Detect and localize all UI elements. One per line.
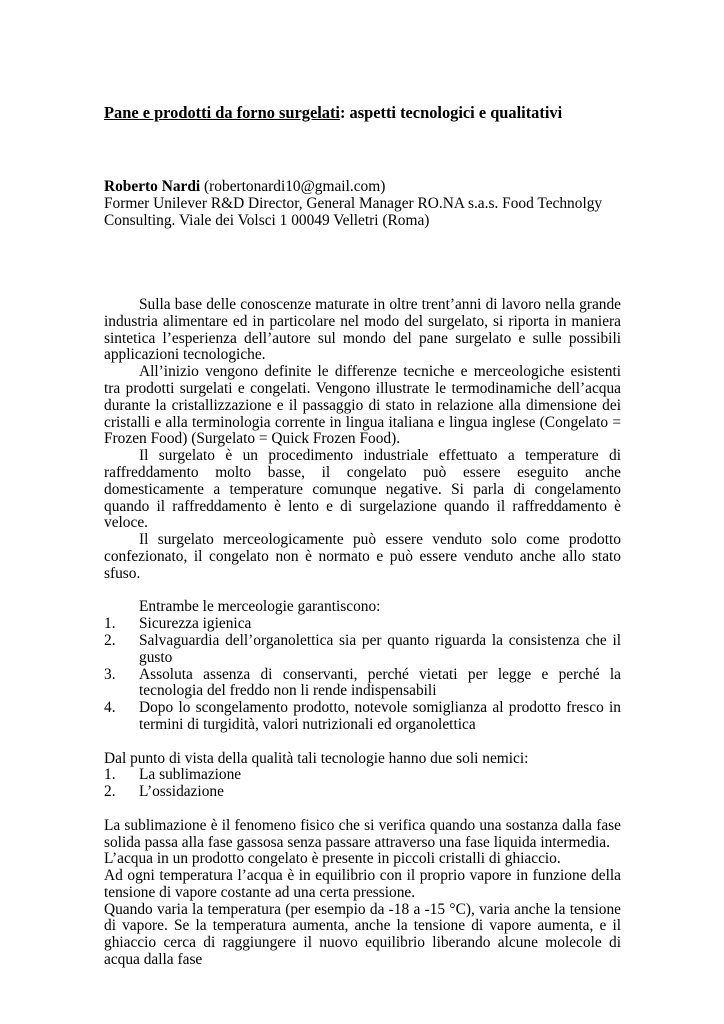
paragraph-ice-crystals: L’acqua in un prodotto congelato è presente in piccoli cristalli di ghiaccio. [104, 850, 561, 868]
list-item-text: Sicurezza igienica [139, 615, 252, 633]
paragraph-definitions: All’inizio vengono definite le differenze tecniche e merceologiche esistenti tra prodotti surgelati e congelati. Vengono illustrate le termodinamiche dell’acqua durante la cristallizzazione e il passaggio di stato in relazione alla dimensione dei cristalli e alla terminologia corrente in lingua italiana e lingua inglese (Congelato = Frozen Food) (Surgelato = Quick Frozen Food). [104, 363, 621, 448]
list-item-number: 1. [104, 766, 116, 784]
list-item [104, 616, 621, 633]
list-item-number: 1. [104, 615, 116, 633]
list-item [104, 700, 621, 734]
list-item-number: 3. [104, 665, 116, 683]
paragraph-enemies-intro: Dal punto di vista della qualità tali tecnologie hanno due soli nemici: [104, 749, 529, 767]
list-item-text: La sublimazione [139, 766, 242, 784]
author-line [104, 179, 621, 196]
list-item [104, 767, 621, 784]
paragraph-merceologia: Il surgelato merceologicamente può essere venduto solo come prodotto confezionato, il congelato non è normato e può essere venduto anche allo stato sfuso. [104, 531, 621, 582]
paragraph-temperature-variation: Quando varia la temperatura (per esempio da -18 a -15 °C), varia anche la tensione di vapore. Se la temperatura aumenta, anche la tensione di vapore aumenta, e il ghiaccio cerca di raggiungere il nuovo equilibrio liberando alcune molecole di acqua dalla fase [104, 900, 621, 969]
title-underlined-part: Pane e prodotti da forno surgelati [104, 103, 340, 122]
author-affiliation-line1: Former Unilever R&D Director, General Manager RO.NA s.a.s. Food Technolgy [104, 194, 603, 212]
list-item-text: L’ossidazione [139, 783, 224, 801]
list-item [104, 784, 621, 801]
list-item-text: Assoluta assenza di conservanti, perché vietati per legge e perché la tecnologia del freddo non li rende indispensabili [139, 665, 621, 700]
guarantees-list [104, 616, 621, 734]
document-title [104, 105, 634, 122]
list-item-number: 2. [104, 631, 116, 649]
paragraph-sublimazione: La sublimazione è il fenomeno fisico che si verifica quando una sostanza dalla fase solida passa alla fase gassosa senza passare attraverso una fase liquida intermedia. [104, 816, 621, 851]
list-item-text: Dopo lo scongelamento prodotto, notevole somiglianza al prodotto fresco in termini di turgidità, valori nutrizionali ed organolettica [139, 699, 621, 733]
paragraph-surgelato: Il surgelato è un procedimento industriale effettuato a temperature di raffreddamento molto basse, il congelato può essere eseguito anche domesticamente a temperature comunque negative. Si parla di congelamento quando il raffreddamento è lento e di surgelazione quando il raffreddamento è veloce. [104, 447, 621, 532]
enemies-list [104, 767, 621, 801]
list-item [104, 633, 621, 667]
title-rest: : aspetti tecnologici e qualitativi [339, 103, 563, 122]
paragraph-intro: Sulla base delle conoscenze maturate in oltre trent’anni di lavoro nella grande industria alimentare ed in particolare nel modo del surgelato, si riporta in maniera sintetica l’esperienza dell’autore sul mondo del pane surgelato e sulle possibili applicazioni tecnologiche. [104, 296, 621, 364]
document-body [104, 297, 621, 969]
author-email: (robertonardi10@gmail.com) [204, 178, 386, 195]
paragraph-guarantees-intro: Entrambe le merceologie garantiscono: [139, 598, 381, 616]
list-item-number: 4. [104, 699, 116, 717]
list-item-number: 2. [104, 783, 116, 801]
author-name: Roberto Nardi [104, 178, 201, 195]
paragraph-vapour-equilibrium: Ad ogni temperatura l’acqua è in equilibrio con il proprio vapore in funzione della tensione di vapore costante ad una certa pressione. [104, 867, 621, 901]
list-item-text: Salvaguardia dell’organolettica sia per quanto riguarda la consistenza che il gusto [139, 631, 621, 666]
spacer [104, 583, 621, 600]
author-affiliation-line2: Consulting. Viale dei Volsci 1 00049 Velletri (Roma) [104, 211, 430, 229]
author-block [104, 179, 621, 229]
spacer [104, 734, 621, 751]
list-item [104, 667, 621, 701]
spacer [104, 801, 621, 818]
